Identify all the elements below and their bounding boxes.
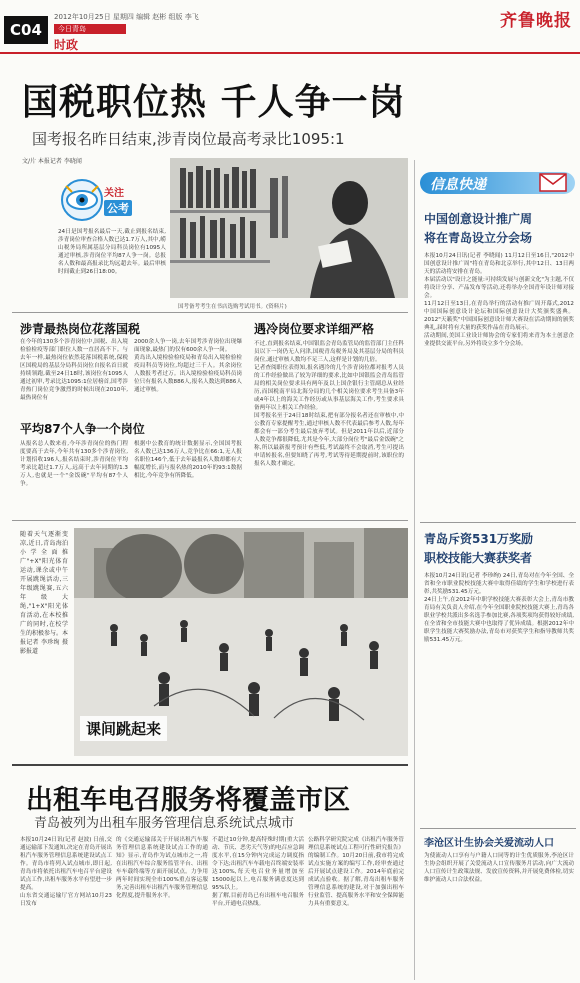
- paper-logo: 齐鲁晚报: [500, 11, 572, 31]
- photo1-caption: 国考备考考生在书店选购考试用书。(资料片): [178, 304, 287, 310]
- article2-col4: 公路科学研究院完成《出租汽车服务管理信息系统试点工程可行性研究报告》的编制工作。10月20日前,我市将完成试点实施方案的编写工作,经审查通过后开展试点建设工作。2014年底前完成试点验收。据了解,青岛出租车服务管理信息系统的建设,对于加强出租车行业监管、提高服务水平和安全保障能力具有重要意义。: [308, 837, 404, 907]
- sub2-col2: 根据中公教育的统计数据显示,全国国考报名人数已达136万人,竞争比在66:1,无人报名职位146个,低于去年最报名人数却都有大幅度增长,而与报名热的2010年的93:1数据相比,今年竞争有所降低。: [134, 441, 242, 479]
- article2-col2: 的《交通运输部关于开展出租汽车服务管理信息系统建设试点工作的通知》显示,青岛作为试点城市之一,将在出租汽车综合服务监管平台、出租车车载终端等方面开展试点。力争用两年时间实现全市100%重点客运服务,完善出租车出租汽车服务管理信息化程度,提升服务水平。: [116, 837, 208, 899]
- section-tab: 今日青岛: [54, 24, 126, 34]
- divider: [420, 828, 576, 829]
- logo-label-exam: 公考: [104, 200, 132, 216]
- photo2-text: 随着天气逐渐变凉,近日,青岛海泊小学全面推广"+X"阳光体育运动,课余或中午开展跳绳活动,三年级跳绳赛,五六年级大绳,"1+X"阳光体育活动,在本校推广的同时,在校学生的积极参与。本报记者 李珍绚 摄影报道: [20, 531, 68, 655]
- sidebar-item3-title: 李沧区计生协会关爱流动人口: [424, 838, 554, 849]
- sidebar-item3-text: 为使流动人口享有与户籍人口同等的计生优质服务,李沧区计生协会组织开展了关爱流动人口宣传服务月活动,向广大流动人口宣传计生政策法规、发放宣传资料,并开展免费体检,切实维护流动人口合法权益。: [424, 853, 574, 883]
- envelope-icon: [538, 170, 568, 194]
- sub3-text: 不过,直到报名结束,中国银监会青岛监管局的监管部门主任科员以下一岗仍无人问津,国税青岛税务局及其基层分局的科员岗位,通过审核人数均不足三人,这样是计划的几倍。 记者查阅职位表得知,报名遇冷的几个涉青岗位都对报考人员的工作经验做出了较为详细的要求,比如中国银监会青岛监管局的相关岗位要求具有两年及以上国企银行主管副总从业经历,而国税南平局北海分局的几个相关岗位要求考生具备3年或4年以上的海关工作经历或从事基层海关工作,考生要求具备两年以上相关工作经验。 国考报名至于24日18时结束,把有部分报名者还在审核中,中公教育专家提醒考生,通过审核人数不代表最后参考人数,每年都会有一部分考生最后放弃考试。但是2011年以后,近部分人数竞争都很降低,尤其是今年,大部分岗位考"最后金饭碗"之称,所以最新报考预计有些低,考试最终不会取消,考生可提出申请转报名,但要知晓了再考,考试等待延期提前时,该职位的报名人数才确定。: [254, 341, 404, 467]
- banner-label: 信息快递: [430, 177, 486, 193]
- sidebar-item1-title: 中国创意设计推广周 将在青岛设立分会场: [424, 212, 533, 245]
- article2-col1: 本报10月24日讯(记者 赵波) 日前,交通运输部下发通知,决定在青岛开展出租汽车服务管理信息系统建设试点工作。青岛市将列入试点城市,即日起,青岛市将依托出租汽车电召平台建设试点工作,出租车服务水平有望进一步提高。 山东省交通运输厅官方网站10月23日发布: [20, 837, 112, 907]
- bookstore-photo: [170, 158, 408, 298]
- lead-paragraph: 24日是国考报名最后一天,截止到报名结束,涉青岗位审查合格人数已达1.7万人,其中,崂山税务局所属基层分局科员岗位有1095人通过审核,涉青岗位平均87人争一岗。总报名人数和最高报录比均远超去年。最后审核时间截止到26日18:00。: [58, 229, 166, 275]
- article2-headline: 出租车电召服务将覆盖市区: [26, 785, 350, 816]
- date-line: 2012年10月25日 星期四 编辑 赵彬 组版 李飞: [54, 13, 199, 21]
- main-headline: 国税职位热 千人争一岗: [22, 82, 406, 123]
- eye-icon: [60, 178, 104, 222]
- logo-label-focus: 关注: [104, 188, 124, 199]
- section-name: 时政: [54, 38, 79, 52]
- divider: [12, 520, 408, 521]
- sub2-col1: 从报名总人数来看,今年涉青岗位的热门程度要高于去年,今年共有130多个涉青岗位,计划招收196人,报名结束时,涉青岗位平均考录比超过1.7万人,远高于去年同期的1.3万人,也就是一个"金饭碗"平均有87个人争。: [20, 441, 128, 487]
- sub2-title: 平均87个人争一个岗位: [20, 422, 145, 436]
- article2-subheadline: 青岛被列为出租车服务管理信息系统试点城市: [34, 816, 295, 831]
- sub1-col2: 2000余人争一岗,去年国考涉青岗位出现爆面现象,最热门的仅有600余人争一岗。 黄岛出入境检验检疫局和青岛出入境检验检疫局科员等岗位,均超过三千人。其余岗位人数报考者过万。出入境检验检疫局科员岗位只有报名人数886人,报名人数达到886人通过审核。: [134, 339, 242, 393]
- photo2-caption: 课间跳起来: [80, 716, 167, 741]
- sub1-title: 涉青最热岗位花落国税: [20, 322, 141, 336]
- page-number: C04: [4, 16, 48, 44]
- bookshelf-illustration: [170, 158, 408, 298]
- divider: [12, 312, 408, 313]
- sidebar-item2-text: 本报10月24日讯(记者 李珍绚) 24日,青岛对在今年全国、全省和全市职业院校技能大赛中取得佳绩的学生和学校进行表彰,共奖励531.45万元。 24日上午,在2012年中职学校技能大赛表彰大会上,青岛市教育局有关负责人介绍,在今年全国职业院校技能大赛上,青岛各职业学校共派出多名选手参加比赛,各项奖项均获得较好成绩,在全省和全市技能大赛中也取得了优异成绩。根据2012年中职学生技能大赛奖励办法,青岛市对获奖学生和指导教师共奖励531.45万元。: [424, 573, 574, 643]
- sub3-title: 遇冷岗位要求详细严格: [254, 322, 375, 336]
- column-logo: [60, 178, 140, 223]
- byline: 文/片 本报记者 李晓闻: [22, 158, 82, 165]
- news-express-banner: [420, 168, 580, 198]
- header-rule: [0, 52, 580, 54]
- sub1-col1: 在今年的130多个涉青岗位中,国税、出入境检验检疫等部门职位人数一直居高不下。与去年一样,最热岗位依然花落国税系统,保税区国税局的基层分局科员岗位自报名首日就持续领跑,截至24日18时,该岗位有1095人通过初审,考录比达1095:1位居榜首,国考涉青热门岗位竞争激烈的时候出现在2010年,最热岗位有: [20, 339, 128, 401]
- page-header: [0, 0, 580, 50]
- divider: [420, 522, 576, 523]
- schoolyard-photo: [74, 528, 408, 756]
- article2-col3: 不超过10分钟,提高特殊时期(重大活动、节庆、恶劣天气等)的电召应急调度水平,在15分钟内完成运力调度指令下达;出租汽车车载电召终端安装率达100%,每天电召业务量增加至15000起以上,电召服务满意度达到95%以上。 据了解,目前青岛已有出租车电召服务平台,开通电召热线。: [212, 837, 304, 907]
- divider: [12, 764, 408, 766]
- sidebar-item2-title: 青岛斥资531万奖励 职校技能大赛获奖者: [424, 532, 534, 565]
- main-subheadline: 国考报名昨日结束,涉青岗位最高考录比1095:1: [32, 130, 345, 148]
- column-separator: [414, 160, 415, 980]
- sidebar-item1-text: 本报10月24日讯(记者 李晓闻) 11月12日至16日,"2012中国创意设计推广周"将在青岛和北京举行,其中12日、13日两天的活动将安排在青岛。 本届活动以"设计之能量:可持续发展与创新文化"为主题,不仅将设计分享、产品发布等活动,还将举办全国青年设计师对接会。 11月12日至13日,在青岛举行的活动有推广周开幕式,2012中国国际创意设计论坛和国际创意设计大奖颁奖盛典。2012"天籁奖"中国国际创意设计师大赛设在活动期间的颁奖典礼,届时将有大量的获奖作品在青岛展示。 活动期间,美国工业设计师协会的专家们将来青为本土创意企业提供交流平台,另外将设立多个分会场。: [424, 253, 574, 347]
